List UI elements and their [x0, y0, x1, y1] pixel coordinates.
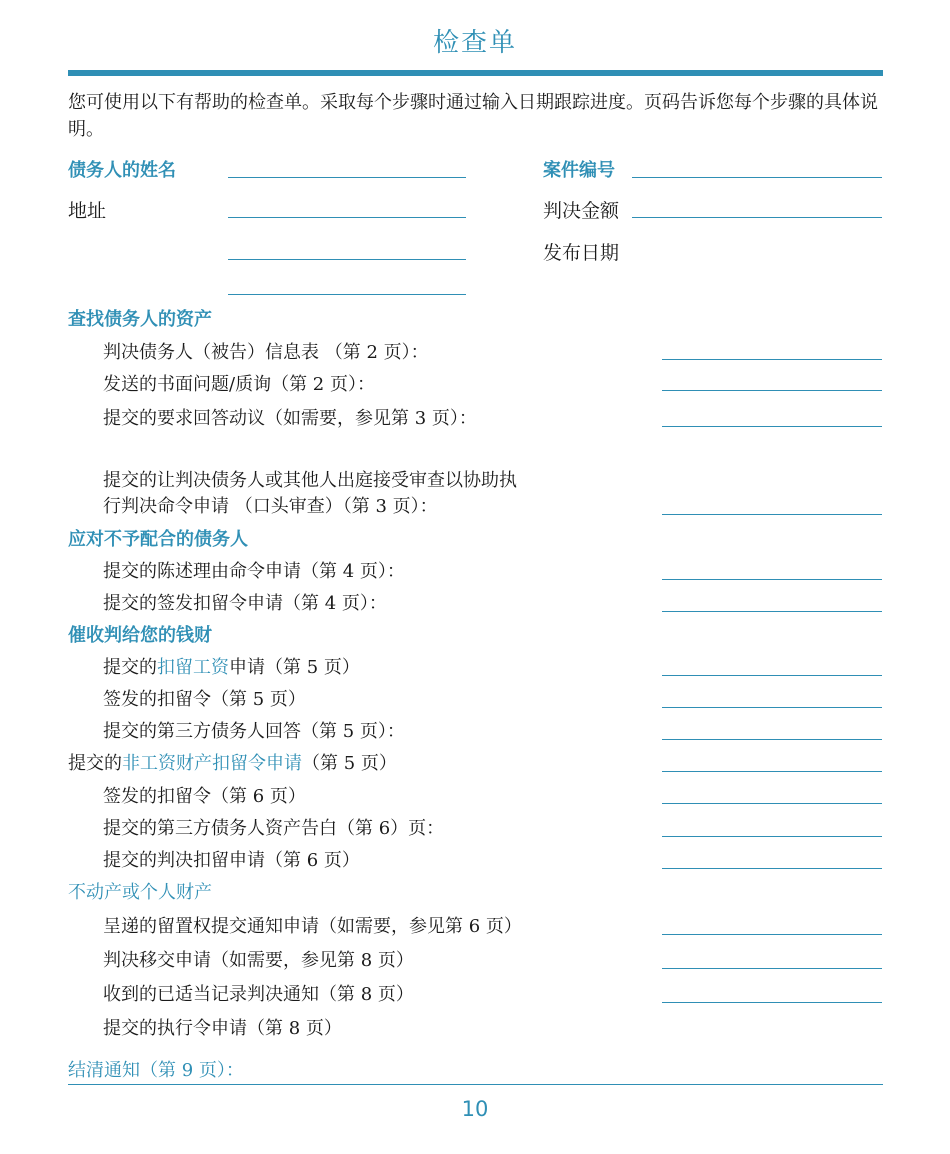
checklist-item: 判决债务人（被告）信息表 （第 2 页）： [103, 342, 429, 363]
case-number-label: 案件编号 [543, 160, 615, 181]
checklist-item: 收到的已适当记录判决通知（第 8 页） [103, 984, 414, 1005]
section-heading-uncooperative: 应对不予配合的债务人 [68, 529, 248, 550]
checklist-item: 发送的书面问题/质询（第 2 页）： [103, 374, 375, 395]
address-line-3[interactable] [228, 294, 466, 295]
checklist-item: 提交的判决扣留申请（第 6 页） [103, 850, 360, 871]
checklist-item: 提交的签发扣留令申请（第 4 页）： [103, 593, 387, 614]
page-number: 10 [461, 1097, 489, 1121]
checklist-item-continued: 行判决命令申请 （口头审查）（第 3 页）： [103, 496, 438, 517]
checklist-item: 判决移交申请（如需要，参见第 8 页） [103, 950, 414, 971]
address-line-2[interactable] [228, 259, 466, 260]
non-wage-garnishment-link[interactable]: 非工资财产扣留令申请 [122, 753, 302, 774]
debtor-name-label: 债务人的姓名 [68, 160, 176, 181]
judgment-amount-label: 判决金额 [543, 200, 620, 222]
address-label: 地址 [68, 200, 107, 222]
date-line[interactable] [662, 514, 882, 515]
title-divider [68, 70, 883, 76]
date-line[interactable] [662, 771, 882, 772]
date-line[interactable] [662, 390, 882, 391]
checklist-item: 提交的陈述理由命令申请（第 4 页）： [103, 561, 405, 582]
item-text: 提交的 [103, 657, 157, 678]
judgment-amount-line[interactable] [632, 217, 882, 218]
checklist-item: 签发的扣留令（第 6 页） [103, 786, 306, 807]
date-line[interactable] [662, 836, 882, 837]
date-line[interactable] [662, 739, 882, 740]
date-line[interactable] [662, 707, 882, 708]
date-line[interactable] [662, 579, 882, 580]
section-heading-collect: 催收判给您的钱财 [68, 625, 212, 646]
checklist-item: 呈递的留置权提交通知申请（如需要，参见第 6 页） [103, 916, 522, 937]
checklist-item [68, 749, 397, 775]
debtor-name-line[interactable] [228, 177, 466, 178]
item-text: 提交的 [68, 753, 122, 774]
checklist-item: 提交的第三方债务人回答（第 5 页）： [103, 721, 405, 742]
date-line[interactable] [662, 968, 882, 969]
item-text: 申请（第 5 页） [229, 657, 360, 678]
section-heading-real-property[interactable]: 不动产或个人财产 [68, 882, 212, 903]
date-line[interactable] [662, 426, 882, 427]
date-line[interactable] [662, 675, 882, 676]
section-heading-find-assets: 查找债务人的资产 [68, 309, 212, 330]
date-line[interactable] [662, 803, 882, 804]
address-line-1[interactable] [228, 217, 466, 218]
footer-divider [68, 1084, 883, 1085]
wage-garnishment-link[interactable]: 扣留工资 [157, 657, 229, 678]
checklist-item: 提交的执行令申请（第 8 页） [103, 1018, 342, 1039]
date-line[interactable] [662, 934, 882, 935]
intro-text: 您可使用以下有帮助的检查单。采取每个步骤时通过输入日期跟踪进度。页码告诉您每个步骤的具体说明。 [68, 92, 878, 140]
checklist-item: 提交的要求回答动议（如需要，参见第 3 页）： [103, 408, 477, 429]
case-number-line[interactable] [632, 177, 882, 178]
checklist-item: 提交的第三方债务人资产告白（第 6）页： [103, 818, 445, 839]
item-text: （第 5 页） [302, 753, 397, 774]
date-line[interactable] [662, 868, 882, 869]
date-line[interactable] [662, 1002, 882, 1003]
issue-date-label: 发布日期 [543, 242, 620, 264]
date-line[interactable] [662, 611, 882, 612]
checklist-item [103, 653, 360, 679]
satisfaction-notice-link[interactable]: 结清通知（第 9 页）： [68, 1060, 244, 1081]
checklist-item: 提交的让判决债务人或其他人出庭接受审查以协助执 [103, 470, 517, 491]
date-line[interactable] [662, 359, 882, 360]
checklist-item: 签发的扣留令（第 5 页） [103, 689, 306, 710]
page-title: 检查单 [432, 28, 517, 58]
